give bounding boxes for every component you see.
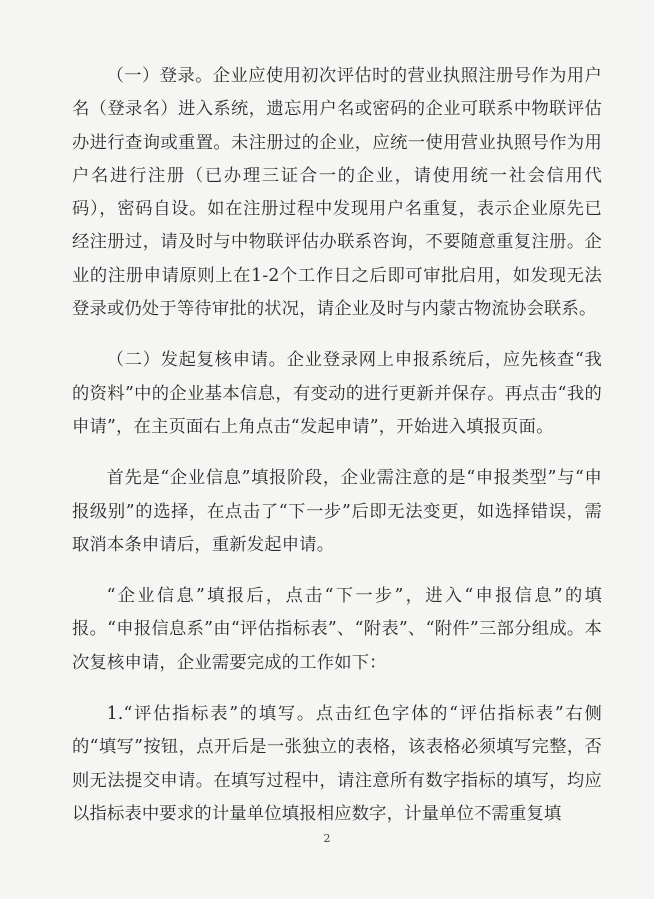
paragraph-indicator-table: 1.“评估指标表”的填写。点击红色字体的“评估指标表”右侧的“填写”按钮，点开后是一张独立的表格，该表格必须填写完整，否则无法提交申请。在填写过程中，请注意所有数字指标的填写，均应以指标表中要求的计量单位填报相应数字，计量单位不需重复填 — [72, 704, 602, 824]
paragraph-declaration-info: “企业信息”填报后，点击“下一步”，进入“申报信息”的填报。“申报信息系”由“评估指标表”、“附表”、“附件”三部分组成。本次复核申请，企业需要完成的工作如下： — [72, 586, 602, 673]
paragraph-login: （一）登录。企业应使用初次评估时的营业执照注册号作为用户名（登录名）进入系统，遗忘用户名或密码的企业可联系中物联评估办进行查询或重置。未注册过的企业，应统一使用营业执照号作为用户名进行注册（已办理三证合一的企业，请使用统一社会信用代码），密码自设。如在注册过程中发现用户名重复，表示企业原先已经注册过，请及时与中物联评估办联系咨询，不要随意重复注册。企业的注册申请原则上在1-2个工作日之后即可审批启用，如发现无法登录或仍处于等待审批的状况，请企业及时与内蒙古物流协会联系。 — [72, 66, 602, 320]
paragraph-review-application: （二）发起复核申请。企业登录网上申报系统后，应先核查“我的资料”中的企业基本信息，有变动的进行更新并保存。再点击“我的申请”，在主页面右上角点击“发起申请”，开始进入填报页面。 — [72, 350, 602, 437]
paragraph-enterprise-info: 首先是“企业信息”填报阶段，企业需注意的是“申报类型”与“申报级别”的选择，在点击了“下一步”后即无法变更，如选择错误，需取消本条申请后，重新发起申请。 — [72, 468, 602, 555]
document-body — [72, 60, 602, 849]
page-number: 2 — [323, 832, 331, 845]
